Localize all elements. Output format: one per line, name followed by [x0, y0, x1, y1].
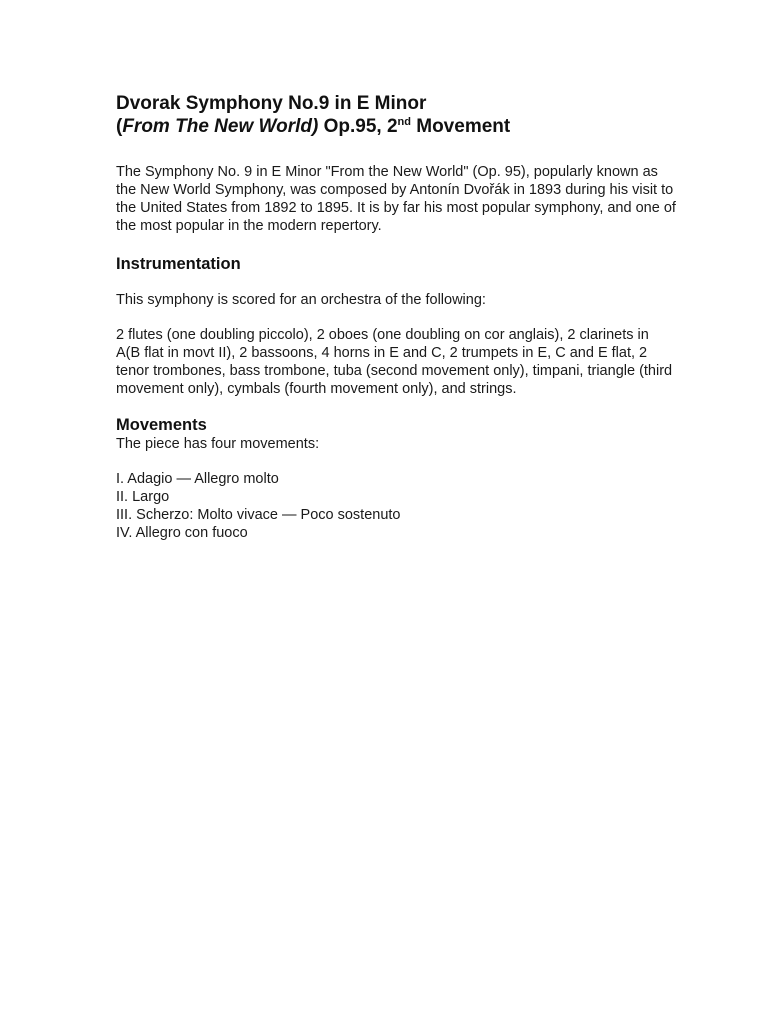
movements-heading: Movements: [116, 416, 207, 434]
title-line-1: Dvorak Symphony No.9 in E Minor: [116, 93, 427, 114]
document-title: [116, 92, 676, 138]
title-open-paren: (: [116, 116, 123, 137]
movement-item: IV. Allegro con fuoco: [116, 525, 248, 541]
title-movement: Movement: [410, 116, 511, 137]
instrumentation-list: 2 flutes (one doubling piccolo), 2 oboes (one doubling on cor anglais), 2 clarinets in A(B flat in movt II), 2 bassoons, 4 horns in E and C, 2 trumpets in E, C and E flat, 2 tenor trombones, bass trombone, tuba (second movement only), timpani, triangle (third movement only), cymbals (fourth movement only), and strings.: [116, 327, 673, 397]
intro-paragraph: The Symphony No. 9 in E Minor "From the New World" (Op. 95), popularly known as the New World Symphony, was composed by Antonín Dvořák in 1893 during his visit to the United States from 1892 to 1895. It is by far his most popular symphony, and one of the most popular in the modern repertory.: [116, 164, 676, 234]
movement-item: I. Adagio — Allegro molto: [116, 471, 279, 487]
title-ordinal-suffix: nd: [397, 116, 411, 128]
title-subtitle-italic: From The New World): [122, 116, 319, 137]
instrumentation-heading: Instrumentation: [116, 255, 241, 273]
document-content: [116, 92, 676, 542]
movement-item: II. Largo: [116, 489, 170, 505]
title-line-2: [116, 115, 676, 138]
movement-item: III. Scherzo: Molto vivace — Poco sostenuto: [116, 507, 401, 523]
movements-list: [116, 470, 676, 542]
instrumentation-intro: This symphony is scored for an orchestra of the following:: [116, 292, 486, 308]
title-opus: Op.95, 2: [318, 116, 398, 137]
movements-intro: The piece has four movements:: [116, 436, 320, 452]
